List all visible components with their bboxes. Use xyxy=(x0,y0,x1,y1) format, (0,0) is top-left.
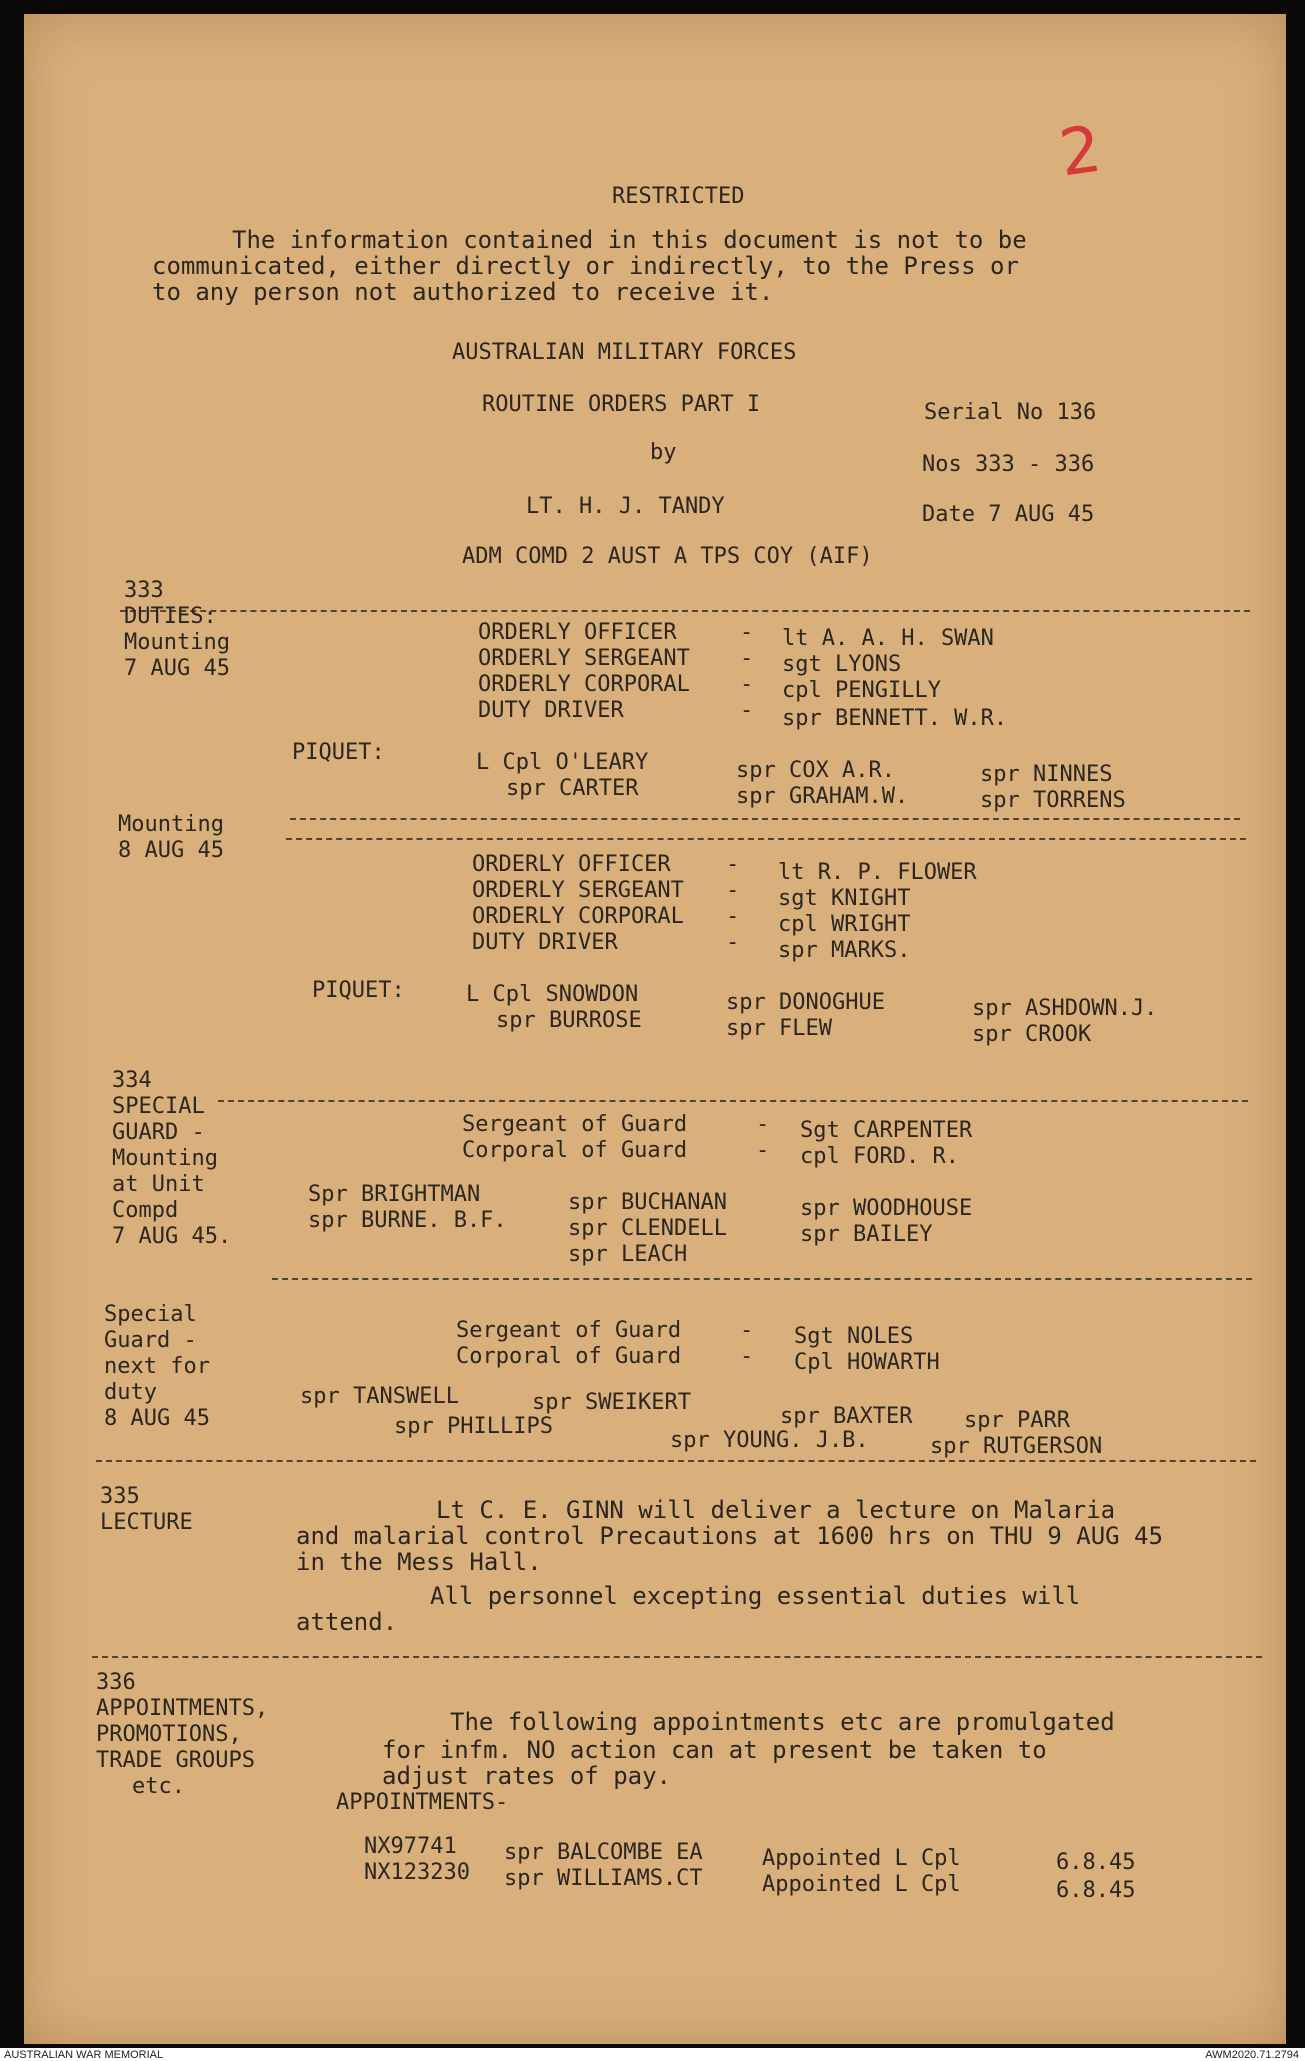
duty-name: cpl WRIGHT xyxy=(778,912,911,937)
guard-name: Sgt NOLES xyxy=(794,1324,914,1349)
issuing-officer: LT. H. J. TANDY xyxy=(526,494,725,519)
footer-accession: AWM2020.71.2794 xyxy=(1205,2049,1299,2061)
guard-dash: - xyxy=(756,1138,770,1163)
footer-credit: AUSTRALIAN WAR MEMORIAL xyxy=(4,2049,164,2061)
appointments-subhead: APPOINTMENTS- xyxy=(336,1790,509,1815)
order-date: Date 7 AUG 45 xyxy=(922,502,1095,527)
guard-dash: - xyxy=(756,1112,770,1137)
order-number: 335 xyxy=(100,1484,140,1509)
piquet-member: L Cpl SNOWDON xyxy=(466,982,639,1007)
guard-dash: - xyxy=(740,1318,754,1343)
piquet-member: spr ASHDOWN.J. xyxy=(972,996,1158,1021)
lecture-text: and malarial control Precautions at 1600 hrs on THU 9 AUG 45 xyxy=(296,1522,1163,1550)
appointee-name: spr BALCOMBE EA xyxy=(504,1840,703,1865)
lecture-text: in the Mess Hall. xyxy=(296,1548,542,1576)
section-label: Mounting xyxy=(112,1146,218,1171)
duty-role: ORDERLY SERGEANT xyxy=(472,878,684,903)
duty-name: cpl PENGILLY xyxy=(782,678,941,703)
service-number: NX123230 xyxy=(364,1860,470,1885)
section-label: Guard - xyxy=(104,1328,197,1353)
duty-name: sgt LYONS xyxy=(782,652,902,677)
duty-name: spr MARKS. xyxy=(778,938,911,963)
guard-member: spr WOODHOUSE xyxy=(800,1196,973,1221)
duty-name: lt A. A. H. SWAN xyxy=(782,626,994,651)
section-label: 7 AUG 45 xyxy=(124,656,230,681)
duty-dash: - xyxy=(726,878,740,903)
section-label: Special xyxy=(104,1302,197,1327)
guard-member: spr TANSWELL xyxy=(300,1384,459,1409)
section-label: 8 AUG 45 xyxy=(104,1406,210,1431)
guard-member: spr BUCHANAN xyxy=(568,1190,727,1215)
page-number-mark: 2 xyxy=(1055,112,1106,192)
notice-line: communicated, either directly or indirectly, to the Press or xyxy=(152,252,1019,280)
guard-member: Spr BRIGHTMAN xyxy=(308,1182,481,1207)
order-number: 336 xyxy=(96,1670,136,1695)
guard-role: Corporal of Guard xyxy=(462,1138,688,1163)
lecture-text: Lt C. E. GINN will deliver a lecture on Malaria xyxy=(436,1496,1116,1524)
order-number: 334 xyxy=(112,1068,152,1093)
by-line: by xyxy=(650,440,677,465)
guard-role: Corporal of Guard xyxy=(456,1344,682,1369)
appointments-text: The following appointments etc are promulgated xyxy=(450,1708,1115,1736)
appointment-date: 6.8.45 xyxy=(1056,1850,1136,1875)
duty-dash: - xyxy=(726,852,740,877)
duty-dash: - xyxy=(726,930,740,955)
piquet-member: L Cpl O'LEARY xyxy=(476,750,649,775)
guard-role: Sergeant of Guard xyxy=(462,1112,688,1137)
guard-member: spr SWEIKERT xyxy=(532,1390,691,1415)
duty-role: ORDERLY CORPORAL xyxy=(472,904,684,929)
guard-member: spr BURNE. B.F. xyxy=(308,1208,507,1233)
appointment-action: Appointed L Cpl xyxy=(762,1872,961,1897)
section-label: SPECIAL xyxy=(112,1094,205,1119)
piquet-member: spr GRAHAM.W. xyxy=(736,784,909,809)
unit-name: ADM COMD 2 AUST A TPS COY (AIF) xyxy=(462,544,873,569)
guard-role: Sergeant of Guard xyxy=(456,1318,682,1343)
appointee-name: spr WILLIAMS.CT xyxy=(504,1866,703,1891)
piquet-member: spr CARTER xyxy=(506,776,639,801)
piquet-member: spr TORRENS xyxy=(980,788,1126,813)
section-label: APPOINTMENTS, xyxy=(96,1696,269,1721)
piquet-label: PIQUET: xyxy=(292,740,385,765)
section-label: GUARD - xyxy=(112,1120,205,1145)
duty-role: ORDERLY SERGEANT xyxy=(478,646,690,671)
guard-member: spr PARR xyxy=(964,1408,1070,1433)
section-label: LECTURE xyxy=(100,1510,193,1535)
guard-name: Sgt CARPENTER xyxy=(800,1118,973,1143)
guard-dash: - xyxy=(740,1344,754,1369)
guard-member: spr BAXTER xyxy=(780,1404,913,1429)
duty-role: ORDERLY OFFICER xyxy=(472,852,671,877)
divider xyxy=(96,1460,1256,1462)
piquet-label: PIQUET: xyxy=(312,978,405,1003)
duty-role: ORDERLY CORPORAL xyxy=(478,672,690,697)
duty-role: DUTY DRIVER xyxy=(472,930,618,955)
section-label: 7 AUG 45. xyxy=(112,1224,232,1249)
section-label: next for xyxy=(104,1354,210,1379)
divider xyxy=(272,1278,1252,1280)
section-label: Mounting xyxy=(118,812,224,837)
divider xyxy=(92,1656,1262,1658)
piquet-member: spr NINNES xyxy=(980,762,1113,787)
serial-number: Serial No 136 xyxy=(924,400,1097,425)
service-number: NX97741 xyxy=(364,1834,457,1859)
section-label: Compd xyxy=(112,1198,179,1223)
duty-dash: - xyxy=(740,646,754,671)
piquet-member: spr COX A.R. xyxy=(736,758,895,783)
piquet-member: spr FLEW xyxy=(726,1016,832,1041)
guard-member: spr RUTGERSON xyxy=(930,1434,1103,1459)
piquet-member: spr BURROSE xyxy=(496,1008,642,1033)
notice-line: The information contained in this document is not to be xyxy=(232,226,1027,254)
duty-role: ORDERLY OFFICER xyxy=(478,620,677,645)
appointments-text: for infm. NO action can at present be taken to xyxy=(382,1736,1047,1764)
notice-line: to any person not authorized to receive it. xyxy=(152,278,774,306)
duty-name: spr BENNETT. W.R. xyxy=(782,706,1008,731)
divider xyxy=(286,838,1246,840)
lecture-text: All personnel excepting essential duties will xyxy=(430,1582,1081,1610)
appointment-date: 6.8.45 xyxy=(1056,1878,1136,1903)
classification: RESTRICTED xyxy=(612,184,745,209)
divider xyxy=(290,818,1240,820)
section-label: Mounting xyxy=(124,630,230,655)
section-label: PROMOTIONS, xyxy=(96,1722,242,1747)
order-numbers: Nos 333 - 336 xyxy=(922,452,1095,477)
duty-dash: - xyxy=(726,904,740,929)
section-label: 8 AUG 45 xyxy=(118,838,224,863)
section-label: duty xyxy=(104,1380,157,1405)
section-label: DUTIES: xyxy=(124,604,217,629)
section-label: at Unit xyxy=(112,1172,205,1197)
section-label: etc. xyxy=(132,1774,185,1799)
guard-member: spr CLENDELL xyxy=(568,1216,727,1241)
guard-member: spr YOUNG. J.B. xyxy=(670,1428,869,1453)
guard-member: spr PHILLIPS xyxy=(394,1414,553,1439)
duty-role: DUTY DRIVER xyxy=(478,698,624,723)
guard-member: spr LEACH xyxy=(568,1242,688,1267)
guard-name: cpl FORD. R. xyxy=(800,1144,959,1169)
appointment-action: Appointed L Cpl xyxy=(762,1846,961,1871)
piquet-member: spr CROOK xyxy=(972,1022,1092,1047)
duty-dash: - xyxy=(740,672,754,697)
section-label: TRADE GROUPS xyxy=(96,1748,255,1773)
divider xyxy=(218,1100,1248,1102)
order-number: 333 xyxy=(124,578,164,603)
org-name: AUSTRALIAN MILITARY FORCES xyxy=(452,340,797,365)
document-title: ROUTINE ORDERS PART I xyxy=(482,392,761,417)
divider xyxy=(120,610,1250,612)
appointments-text: adjust rates of pay. xyxy=(382,1762,671,1790)
guard-name: Cpl HOWARTH xyxy=(794,1350,940,1375)
duty-name: sgt KNIGHT xyxy=(778,886,911,911)
duty-dash: - xyxy=(740,620,754,645)
piquet-member: spr DONOGHUE xyxy=(726,990,885,1015)
duty-dash: - xyxy=(740,698,754,723)
guard-member: spr BAILEY xyxy=(800,1222,933,1247)
duty-name: lt R. P. FLOWER xyxy=(778,860,977,885)
lecture-text: attend. xyxy=(296,1608,398,1636)
